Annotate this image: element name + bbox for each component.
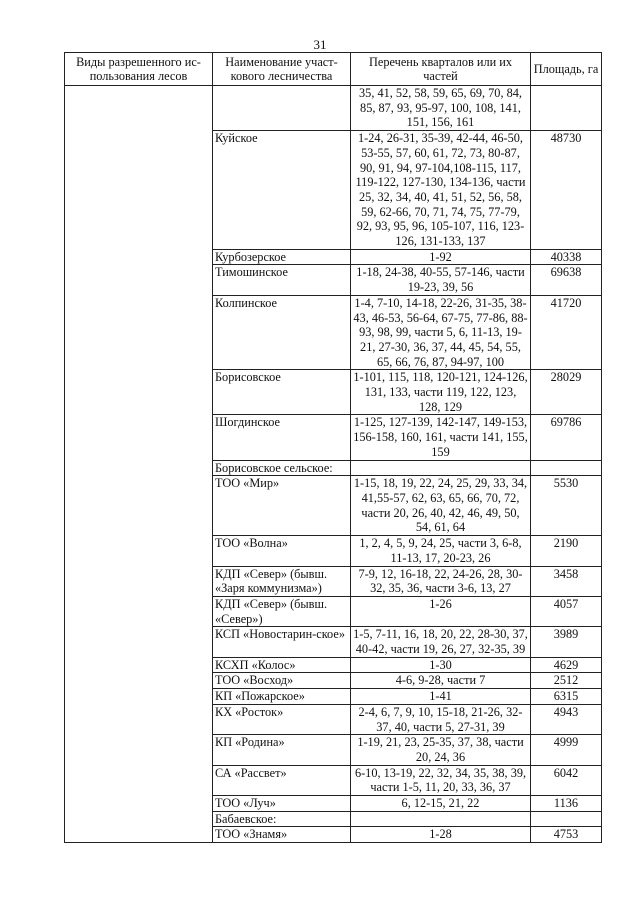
area-cell [531,86,602,131]
forestry-name-cell: КП «Пожарское» [213,689,351,705]
quarters-cell: 1-15, 18, 19, 22, 24, 25, 29, 33, 34, 41,55-57, 62, 63, 65, 66, 70, 72, части 20, 26, 40, 42, 46, 49, 50, 54, 61, 64 [351,476,531,536]
area-cell [531,460,602,476]
area-cell: 4629 [531,657,602,673]
quarters-cell: 4-6, 9-28, части 7 [351,673,531,689]
area-cell: 2190 [531,536,602,566]
forestry-name-cell: КП «Родина» [213,735,351,765]
table-row [65,86,602,131]
quarters-cell: 1-18, 24-38, 40-55, 57-146, части 19-23, 39, 56 [351,265,531,295]
quarters-cell: 7-9, 12, 16-18, 22, 24-26, 28, 30-32, 35, 36, части 3-6, 13, 27 [351,566,531,596]
area-cell: 28029 [531,370,602,415]
forestry-name-cell: СА «Рассвет» [213,765,351,795]
quarters-cell: 2-4, 6, 7, 9, 10, 15-18, 21-26, 32-37, 40, части 5, 27-31, 39 [351,704,531,734]
section-title: Борисовское сельское: [213,460,351,476]
quarters-cell: 1-92 [351,249,531,265]
table-header-row [65,53,602,86]
quarters-cell: 1-26 [351,596,531,626]
area-cell: 4057 [531,596,602,626]
quarters-cell: 1-4, 7-10, 14-18, 22-26, 31-35, 38-43, 46-53, 56-64, 67-75, 77-86, 88-93, 98, 99, части 5, 6, 11-13, 19-21, 27-30, 36, 37, 44, 45, 54, 55, 65, 66, 76, 87, 94-97, 100 [351,295,531,370]
area-cell: 6315 [531,689,602,705]
area-cell: 4943 [531,704,602,734]
forestry-name-cell: Борисовское [213,370,351,415]
forestry-name-cell: КХ «Росток» [213,704,351,734]
area-cell: 2512 [531,673,602,689]
area-cell: 69786 [531,415,602,460]
header-forestry-name: Наименование участ-кового лесничества [213,53,351,86]
forestry-name-cell: Курбозерское [213,249,351,265]
forestry-name-cell: ТОО «Луч» [213,796,351,812]
quarters-cell: 1-5, 7-11, 16, 18, 20, 22, 28-30, 37, 40-42, части 19, 26, 27, 32-35, 39 [351,627,531,657]
quarters-cell: 1-28 [351,827,531,843]
area-cell [531,811,602,827]
header-quarters-list: Перечень кварталов или их частей [351,53,531,86]
usage-type-cell [65,86,213,843]
forestry-name-cell: Колпинское [213,295,351,370]
quarters-cell [351,460,531,476]
quarters-cell: 1-30 [351,657,531,673]
area-cell: 41720 [531,295,602,370]
section-title: Бабаевское: [213,811,351,827]
area-cell: 3989 [531,627,602,657]
area-cell: 48730 [531,131,602,250]
forestry-name-cell: Шогдинское [213,415,351,460]
quarters-cell: 1, 2, 4, 5, 9, 24, 25, части 3, 6-8, 11-13, 17, 20-23, 26 [351,536,531,566]
forestry-name-cell [213,86,351,131]
area-cell: 6042 [531,765,602,795]
forestry-name-cell: ТОО «Мир» [213,476,351,536]
quarters-cell: 1-101, 115, 118, 120-121, 124-126, 131, 133, части 119, 122, 123, 128, 129 [351,370,531,415]
area-cell: 4999 [531,735,602,765]
forestry-name-cell: Тимошинское [213,265,351,295]
forestry-name-cell: ТОО «Восход» [213,673,351,689]
quarters-cell: 35, 41, 52, 58, 59, 65, 69, 70, 84, 85, 87, 93, 95-97, 100, 108, 141, 151, 156, 161 [351,86,531,131]
quarters-cell: 1-24, 26-31, 35-39, 42-44, 46-50, 53-55, 57, 60, 61, 72, 73, 80-87, 90, 91, 94, 97-104,108-115, 117, 119-122, 127-130, 134-136, части 25, 32, 34, 40, 41, 51, 52, 56, 58, 59, 62-66, 70, 71, 74, 75, 77-79, 92, 93, 95, 96, 105-107, 116, 123-126, 131-133, 137 [351,131,531,250]
forestry-name-cell: КСП «Новостарин-ское» [213,627,351,657]
area-cell: 5530 [531,476,602,536]
area-cell: 40338 [531,249,602,265]
forestry-name-cell: ТОО «Волна» [213,536,351,566]
quarters-cell: 6, 12-15, 21, 22 [351,796,531,812]
quarters-cell: 1-125, 127-139, 142-147, 149-153, 156-158, 160, 161, части 141, 155, 159 [351,415,531,460]
header-usage-type: Виды разрешенного ис-пользования лесов [65,53,213,86]
forestry-name-cell: КДП «Север» (бывш. «Север») [213,596,351,626]
forestry-name-cell: Куйское [213,131,351,250]
area-cell: 1136 [531,796,602,812]
quarters-cell: 1-19, 21, 23, 25-35, 37, 38, части 20, 24, 36 [351,735,531,765]
header-area: Площадь, га [531,53,602,86]
area-cell: 4753 [531,827,602,843]
forest-quarters-table [64,52,602,843]
quarters-cell: 6-10, 13-19, 22, 32, 34, 35, 38, 39, части 1-5, 11, 20, 33, 36, 37 [351,765,531,795]
forestry-name-cell: КДП «Север» (бывш. «Заря коммунизма») [213,566,351,596]
page-number: 31 [313,37,327,52]
quarters-cell [351,811,531,827]
forestry-name-cell: КСХП «Колос» [213,657,351,673]
forestry-name-cell: ТОО «Знамя» [213,827,351,843]
area-cell: 69638 [531,265,602,295]
area-cell: 3458 [531,566,602,596]
quarters-cell: 1-41 [351,689,531,705]
